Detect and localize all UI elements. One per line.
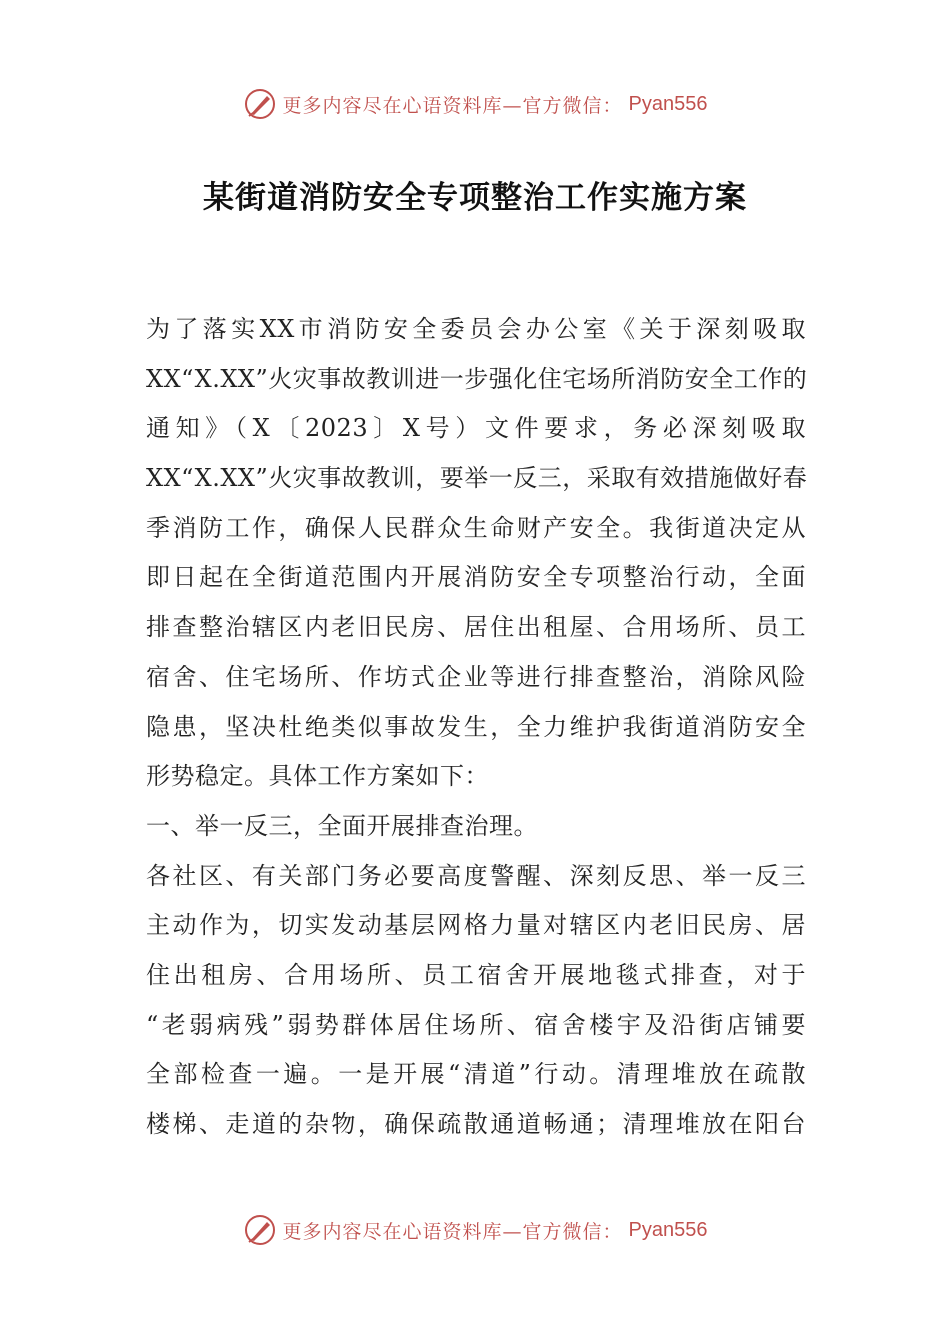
footer-watermark xyxy=(0,1210,950,1250)
body-line: “老弱病残”弱势群体居住场所、宿舍楼宇及沿街店铺要 xyxy=(146,1010,806,1039)
body-line: 主动作为，切实发动基层网格力量对辖区内老旧民房、居 xyxy=(146,911,806,940)
watermark-wechat-id: Pyan556 xyxy=(628,92,708,115)
body-line: XX“X.XX”火灾事故教训进一步强化住宅场所消防安全工作的 xyxy=(146,364,808,393)
document-body xyxy=(146,305,806,1150)
document-title: 某街道消防安全专项整治工作实施方案 xyxy=(203,180,747,216)
header-watermark xyxy=(0,84,950,124)
body-line: 宿舍、住宅场所、作坊式企业等进行排查整治，消除风险 xyxy=(146,662,806,691)
body-line: 隐患，坚决杜绝类似事故发生，全力维护我街道消防安全 xyxy=(146,712,806,741)
watermark-wechat-id: Pyan556 xyxy=(628,1218,708,1241)
body-line: 季消防工作，确保人民群众生命财产安全。我街道决定从 xyxy=(146,513,806,542)
quill-logo-icon xyxy=(243,1213,277,1247)
body-line: 即日起在全街道范围内开展消防安全专项整治行动，全面 xyxy=(146,563,806,592)
body-line: 全部检查一遍。一是开展“清道”行动。清理堆放在疏散 xyxy=(146,1060,806,1089)
body-line: 通知》（X〔2023〕X号）文件要求，务必深刻吸取 xyxy=(146,414,806,443)
quill-logo-icon xyxy=(243,87,277,121)
section-heading: 一、举一反三，全面开展排查治理。 xyxy=(146,811,538,840)
body-line: 各社区、有关部门务必要高度警醒、深刻反思、举一反三 xyxy=(146,861,806,890)
watermark-text: 更多内容尽在心语资料库—官方微信： xyxy=(282,94,623,117)
body-line: 为了落实XX市消防安全委员会办公室《关于深刻吸取 xyxy=(146,315,806,343)
watermark-text: 更多内容尽在心语资料库—官方微信： xyxy=(282,1220,623,1243)
body-line: 楼梯、走道的杂物，确保疏散通道畅通；清理堆放在阳台 xyxy=(146,1110,806,1138)
body-line: 住出租房、合用场所、员工宿舍开展地毯式排查，对于 xyxy=(146,960,806,989)
body-line: XX“X.XX”火灾事故教训，要举一反三，采取有效措施做好春 xyxy=(146,464,808,493)
body-line: 排查整治辖区内老旧民房、居住出租屋、合用场所、员工 xyxy=(146,613,806,642)
body-line: 形势稳定。具体工作方案如下： xyxy=(146,762,489,791)
